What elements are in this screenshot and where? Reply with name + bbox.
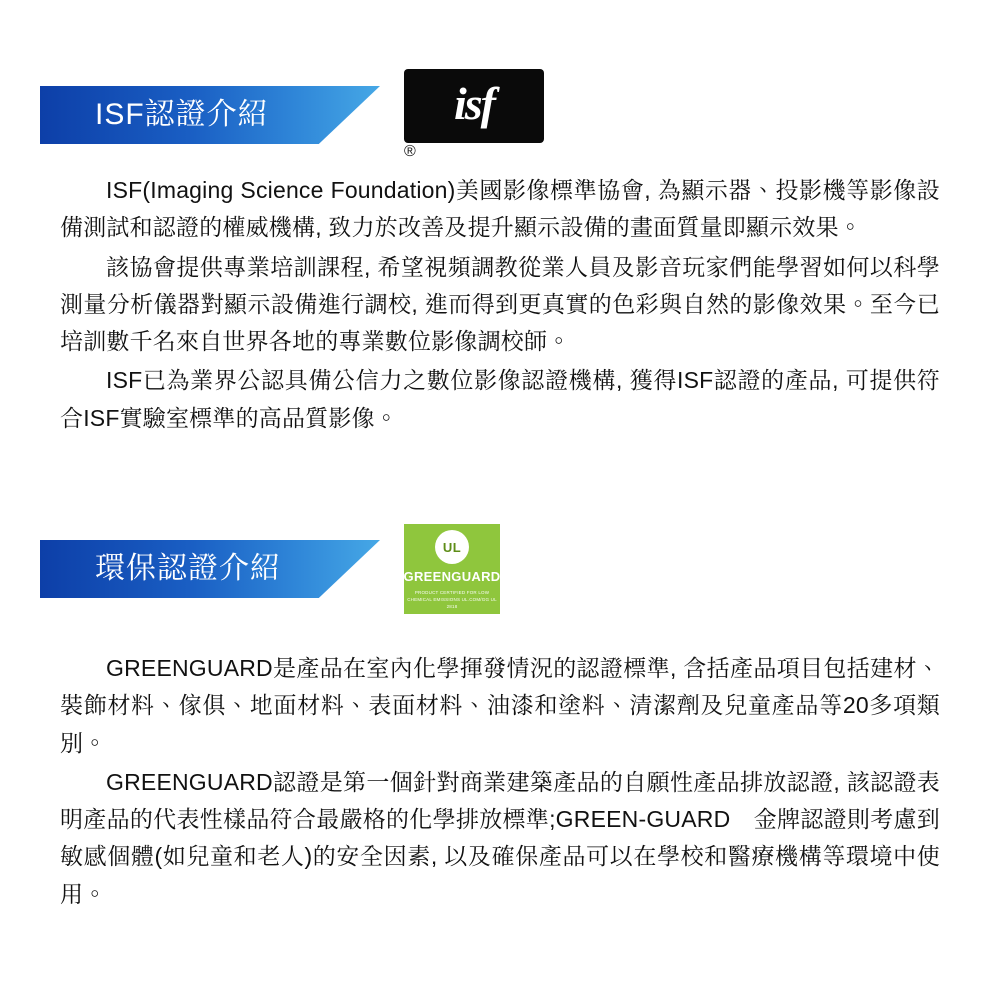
registered-trademark-icon: ® <box>404 143 416 160</box>
section-header-isf <box>40 78 960 160</box>
paragraph: 該協會提供專業培訓課程, 希望視頻調教從業人員及影音玩家們能學習如何以科學測量分析儀器對顯示設備進行調校, 進而得到更真實的色彩與自然的影像效果。至今已培訓數千名來自世界各地的專業數位影像調校師。 <box>60 253 940 354</box>
section-body-isf <box>60 172 940 439</box>
greenguard-brand-text: GREENGUARD <box>403 569 501 584</box>
greenguard-logo <box>404 524 500 614</box>
paragraph: ISF已為業界公認具備公信力之數位影像認證機構, 獲得ISF認證的產品, 可提供符合ISF實驗室標準的高品質影像。 <box>60 367 940 431</box>
ul-badge-icon: UL <box>435 530 469 564</box>
section-title-isf: ISF認證介紹 <box>95 98 269 131</box>
greenguard-logo-wrapper <box>404 524 500 614</box>
isf-logo <box>404 69 544 143</box>
isf-wordmark: isf <box>454 78 494 129</box>
section-header-eco <box>40 538 960 609</box>
isf-logo-wrapper <box>404 69 544 161</box>
section-title-band-eco <box>40 540 380 598</box>
section-body-eco <box>60 650 940 915</box>
paragraph: GREENGUARD認證是第一個針對商業建築產品的自願性產品排放認證, 該認證表明產品的代表性樣品符合最嚴格的化學排放標準;GREEN-GUARD 金牌認證則考慮到敏感個體(如兒童和老人)的安全因素, 以及確保產品可以在學校和醫療機構等環境中使用。 <box>60 768 940 907</box>
greenguard-fineprint: PRODUCT CERTIFIED FOR LOW CHEMICAL EMISSIONS UL.COM/GG UL 2818 <box>407 590 497 609</box>
paragraph: ISF(Imaging Science Foundation)美國影像標準協會, 為顯示器、投影機等影像設備測試和認證的權威機構, 致力於改善及提升顯示設備的畫面質量即顯示效果。 <box>60 177 940 241</box>
paragraph: GREENGUARD是產品在室內化學揮發情況的認證標準, 含括產品項目包括建材、裝飾材料、傢俱、地面材料、表面材料、油漆和塗料、清潔劑及兒童產品等20多項類別。 <box>60 655 940 756</box>
section-title-eco: 環保認證介紹 <box>95 552 281 585</box>
section-title-band-isf <box>40 86 380 144</box>
